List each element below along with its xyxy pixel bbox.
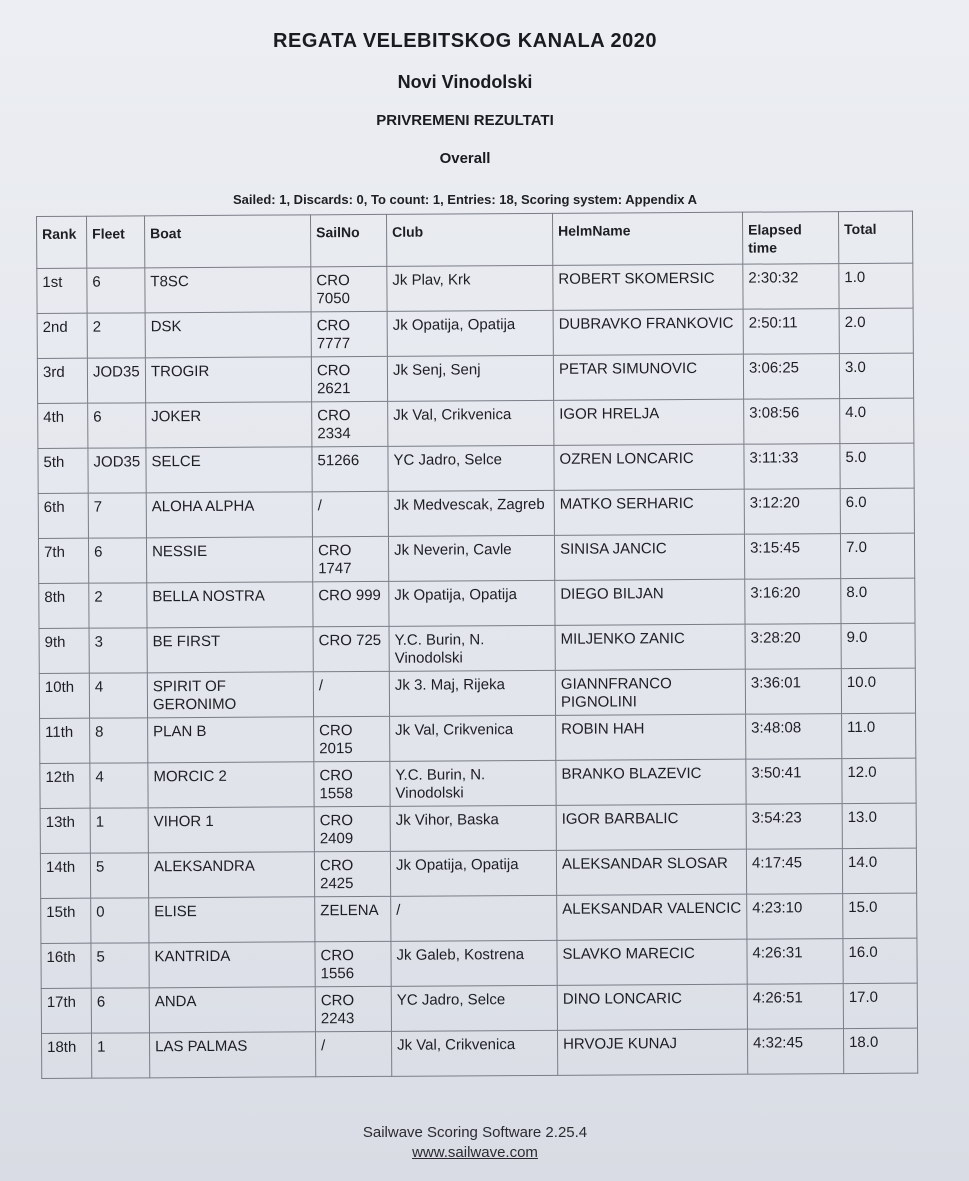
- cell-fleet: JOD35: [88, 448, 146, 493]
- cell-rank: 7th: [38, 538, 88, 583]
- cell-sailno: CRO 2409: [314, 806, 390, 851]
- cell-fleet: 0: [91, 898, 149, 943]
- results-subtitle: PRIVREMENI REZULTATI: [376, 112, 554, 129]
- cell-helm: DINO LONCARIC: [557, 984, 747, 1030]
- cell-rank: 1st: [37, 268, 87, 313]
- results-category: Overall: [439, 150, 491, 167]
- cell-sailno: ZELENA: [315, 896, 391, 941]
- cell-helm: ALEKSANDAR VALENCIC: [557, 894, 747, 940]
- cell-fleet: 6: [87, 268, 145, 313]
- cell-boat: ALEKSANDRA: [148, 852, 314, 898]
- cell-fleet: 3: [89, 628, 147, 673]
- cell-rank: 18th: [41, 1033, 91, 1078]
- cell-rank: 4th: [38, 403, 88, 448]
- cell-rank: 5th: [38, 448, 88, 493]
- cell-boat: MORCIC 2: [148, 762, 314, 808]
- cell-helm: ROBIN HAH: [556, 714, 746, 760]
- cell-rank: 9th: [39, 628, 89, 673]
- table-row: [41, 1028, 917, 1078]
- cell-boat: NESSIE: [146, 537, 312, 583]
- cell-fleet: 4: [89, 673, 147, 718]
- cell-fleet: 2: [87, 313, 145, 358]
- cell-total: 3.0: [839, 353, 913, 398]
- cell-elapsed: 4:32:45: [747, 1029, 843, 1075]
- cell-total: 13.0: [842, 803, 916, 848]
- cell-elapsed: 3:12:20: [744, 489, 840, 535]
- cell-total: 8.0: [841, 578, 915, 623]
- table-row: [39, 623, 915, 673]
- cell-sailno: /: [313, 671, 389, 716]
- cell-elapsed: 4:23:10: [747, 894, 843, 940]
- cell-elapsed: 3:08:56: [744, 399, 840, 445]
- column-header-rank: Rank: [37, 216, 87, 268]
- cell-sailno: CRO 2015: [314, 716, 390, 761]
- cell-sailno: 51266: [312, 446, 388, 491]
- cell-sailno: CRO 7050: [311, 266, 387, 311]
- cell-sailno: CRO 2334: [312, 401, 388, 446]
- cell-rank: 10th: [39, 673, 89, 718]
- column-header-total: Total: [838, 211, 912, 263]
- cell-club: Jk Val, Crikvenica: [390, 715, 556, 761]
- table-row: [41, 893, 917, 943]
- cell-elapsed: 4:26:31: [747, 939, 843, 985]
- cell-club: Jk Medvescak, Zagreb: [388, 490, 554, 536]
- cell-club: /: [391, 895, 557, 941]
- cell-club: Jk Plav, Krk: [387, 265, 553, 311]
- cell-helm: OZREN LONCARIC: [554, 444, 744, 490]
- cell-helm: ALEKSANDAR SLOSAR: [556, 849, 746, 895]
- cell-elapsed: 3:48:08: [746, 714, 842, 760]
- cell-club: Jk Opatija, Opatija: [390, 850, 556, 896]
- table-row: [37, 263, 913, 313]
- cell-helm: SINISA JANCIC: [554, 534, 744, 580]
- cell-boat: ELISE: [149, 897, 315, 943]
- cell-total: 12.0: [842, 758, 916, 803]
- cell-boat: SELCE: [146, 447, 312, 493]
- column-header-sailno: SailNo: [310, 214, 386, 266]
- cell-elapsed: 3:16:20: [745, 579, 841, 625]
- cell-fleet: JOD35: [87, 358, 145, 403]
- table-row: [41, 938, 917, 988]
- cell-rank: 12th: [40, 763, 90, 808]
- table-row: [40, 758, 916, 808]
- cell-sailno: CRO 1556: [315, 941, 391, 986]
- cell-sailno: CRO 2243: [315, 986, 391, 1031]
- cell-sailno: /: [315, 1031, 391, 1076]
- table-row: [40, 803, 916, 853]
- cell-elapsed: 3:06:25: [743, 354, 839, 400]
- cell-total: 4.0: [840, 398, 914, 443]
- cell-sailno: CRO 725: [313, 626, 389, 671]
- website-link[interactable]: www.sailwave.com: [412, 1144, 538, 1161]
- cell-club: Y.C. Burin, N. Vinodolski: [390, 760, 556, 806]
- cell-total: 10.0: [841, 668, 915, 713]
- table-row: [39, 668, 915, 718]
- cell-total: 5.0: [840, 443, 914, 488]
- cell-rank: 14th: [40, 853, 90, 898]
- cell-helm: PETAR SIMUNOVIC: [553, 354, 743, 400]
- results-table: [36, 211, 918, 1079]
- cell-elapsed: 2:30:32: [743, 264, 839, 310]
- cell-boat: VIHOR 1: [148, 807, 314, 853]
- cell-total: 1.0: [839, 263, 913, 308]
- cell-rank: 17th: [41, 988, 91, 1033]
- cell-total: 14.0: [842, 848, 916, 893]
- cell-rank: 6th: [38, 493, 88, 538]
- cell-club: Jk 3. Maj, Rijeka: [389, 670, 555, 716]
- cell-fleet: 6: [88, 538, 146, 583]
- table-row: [38, 398, 914, 448]
- cell-club: Jk Galeb, Kostrena: [391, 940, 557, 986]
- cell-rank: 2nd: [37, 313, 87, 358]
- column-header-club: Club: [386, 213, 552, 266]
- cell-club: Jk Opatija, Opatija: [387, 310, 553, 356]
- cell-helm: IGOR BARBALIC: [556, 804, 746, 850]
- table-row: [38, 443, 914, 493]
- cell-sailno: CRO 1747: [312, 536, 388, 581]
- cell-fleet: 4: [90, 763, 148, 808]
- cell-total: 16.0: [843, 938, 917, 983]
- cell-elapsed: 3:36:01: [745, 669, 841, 715]
- cell-fleet: 5: [91, 943, 149, 988]
- cell-fleet: 6: [91, 988, 149, 1033]
- cell-total: 2.0: [839, 308, 913, 353]
- table-row: [41, 983, 917, 1033]
- cell-club: Jk Opatija, Opatija: [389, 580, 555, 626]
- cell-elapsed: 2:50:11: [743, 309, 839, 355]
- column-header-elapsed: Elapsed time: [742, 212, 838, 265]
- regatta-location: Novi Vinodolski: [397, 72, 533, 92]
- table-header-row: [37, 211, 913, 268]
- cell-rank: 8th: [39, 583, 89, 628]
- cell-club: Jk Val, Crikvenica: [388, 400, 554, 446]
- cell-club: Y.C. Burin, N. Vinodolski: [389, 625, 555, 671]
- column-header-helm: HelmName: [552, 212, 742, 265]
- cell-fleet: 7: [88, 493, 146, 538]
- table-row: [37, 353, 913, 403]
- cell-fleet: 5: [90, 853, 148, 898]
- cell-helm: MILJENKO ZANIC: [555, 624, 745, 670]
- cell-sailno: CRO 2621: [311, 356, 387, 401]
- cell-club: YC Jadro, Selce: [391, 985, 557, 1031]
- cell-total: 7.0: [840, 533, 914, 578]
- cell-helm: SLAVKO MARECIC: [557, 939, 747, 985]
- cell-total: 17.0: [843, 983, 917, 1028]
- cell-fleet: 1: [91, 1033, 149, 1078]
- cell-sailno: CRO 1558: [314, 761, 390, 806]
- cell-sailno: CRO 999: [313, 581, 389, 626]
- cell-boat: BE FIRST: [147, 627, 313, 673]
- cell-sailno: CRO 2425: [314, 851, 390, 896]
- cell-helm: ROBERT SKOMERSIC: [553, 264, 743, 310]
- column-header-boat: Boat: [145, 215, 311, 268]
- cell-boat: ALOHA ALPHA: [146, 492, 312, 538]
- cell-total: 15.0: [843, 893, 917, 938]
- cell-boat: ANDA: [149, 987, 315, 1033]
- cell-helm: MATKO SERHARIC: [554, 489, 744, 535]
- cell-boat: SPIRIT OF GERONIMO: [147, 672, 313, 718]
- table-row: [40, 713, 916, 763]
- cell-total: 11.0: [842, 713, 916, 758]
- software-credit: Sailwave Scoring Software 2.25.4: [362, 1124, 588, 1141]
- cell-boat: JOKER: [146, 402, 312, 448]
- cell-boat: PLAN B: [148, 717, 314, 763]
- cell-total: 18.0: [843, 1028, 917, 1073]
- cell-club: Jk Senj, Senj: [387, 355, 553, 401]
- cell-helm: DUBRAVKO FRANKOVIC: [553, 309, 743, 355]
- cell-elapsed: 4:26:51: [747, 984, 843, 1030]
- cell-helm: IGOR HRELJA: [554, 399, 744, 445]
- cell-elapsed: 3:15:45: [744, 534, 840, 580]
- cell-elapsed: 3:28:20: [745, 624, 841, 670]
- cell-rank: 15th: [41, 898, 91, 943]
- cell-club: YC Jadro, Selce: [388, 445, 554, 491]
- cell-boat: LAS PALMAS: [149, 1032, 315, 1078]
- cell-helm: BRANKO BLAZEVIC: [556, 759, 746, 805]
- cell-fleet: 8: [90, 718, 148, 763]
- cell-rank: 13th: [40, 808, 90, 853]
- scoring-summary: Sailed: 1, Discards: 0, To count: 1, Entries: 18, Scoring system: Appendix A: [232, 192, 698, 207]
- cell-total: 6.0: [840, 488, 914, 533]
- cell-boat: DSK: [145, 312, 311, 358]
- cell-boat: KANTRIDA: [149, 942, 315, 988]
- cell-sailno: /: [312, 491, 388, 536]
- regatta-title: REGATA VELEBITSKOG KANALA 2020: [273, 30, 657, 52]
- cell-boat: BELLA NOSTRA: [147, 582, 313, 628]
- cell-elapsed: 3:11:33: [744, 444, 840, 490]
- cell-helm: HRVOJE KUNAJ: [557, 1029, 747, 1075]
- table-row: [39, 578, 915, 628]
- results-body: [37, 263, 918, 1078]
- cell-rank: 16th: [41, 943, 91, 988]
- cell-boat: T8SC: [145, 267, 311, 313]
- cell-helm: GIANNFRANCO PIGNOLINI: [555, 669, 745, 715]
- cell-club: Jk Neverin, Cavle: [388, 535, 554, 581]
- table-row: [38, 533, 914, 583]
- cell-helm: DIEGO BILJAN: [555, 579, 745, 625]
- cell-fleet: 2: [89, 583, 147, 628]
- cell-rank: 3rd: [37, 358, 87, 403]
- cell-elapsed: 4:17:45: [746, 849, 842, 895]
- cell-total: 9.0: [841, 623, 915, 668]
- cell-club: Jk Val, Crikvenica: [391, 1030, 557, 1076]
- cell-elapsed: 3:54:23: [746, 804, 842, 850]
- table-row: [38, 488, 914, 538]
- cell-club: Jk Vihor, Baska: [390, 805, 556, 851]
- cell-fleet: 1: [90, 808, 148, 853]
- cell-rank: 11th: [40, 718, 90, 763]
- cell-sailno: CRO 7777: [311, 311, 387, 356]
- cell-elapsed: 3:50:41: [746, 759, 842, 805]
- cell-boat: TROGIR: [145, 357, 311, 403]
- table-row: [40, 848, 916, 898]
- table-row: [37, 308, 913, 358]
- cell-fleet: 6: [88, 403, 146, 448]
- column-header-fleet: Fleet: [87, 216, 145, 268]
